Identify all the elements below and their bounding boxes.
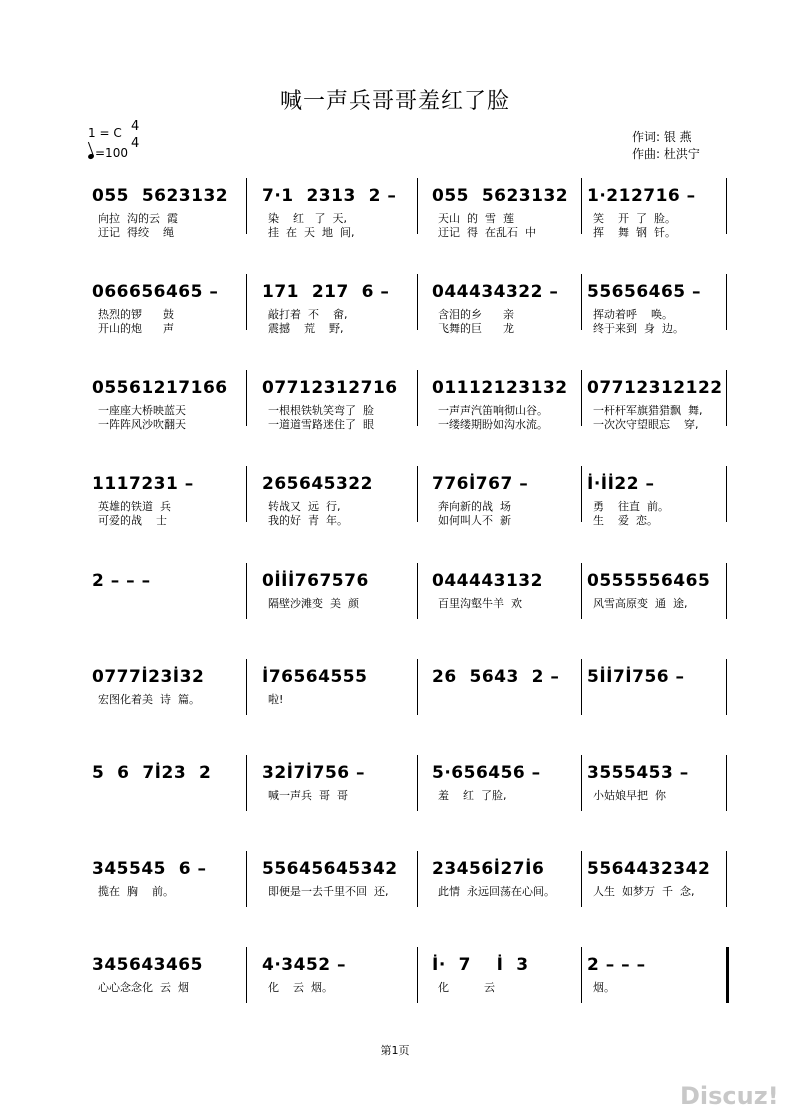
lyric-line: 我的好 青 年。 bbox=[268, 514, 348, 527]
bar-line bbox=[581, 563, 582, 619]
measure bbox=[92, 178, 242, 258]
bar-line bbox=[246, 563, 247, 619]
measure bbox=[587, 466, 727, 546]
score-system bbox=[0, 274, 790, 354]
lyric-line: 奔向新的战 场 bbox=[438, 500, 511, 513]
lyric-line: 天山 的 雪 莲 bbox=[438, 212, 514, 225]
bar-line bbox=[417, 755, 418, 811]
lyric-line: 英雄的铁道 兵 bbox=[98, 500, 171, 513]
lyric-line: 一道道雪路迷住了 眼 bbox=[268, 418, 374, 431]
lyric-line: 可爱的战 士 bbox=[98, 514, 167, 527]
lyric-line: 揽在 胸 前。 bbox=[98, 885, 174, 898]
lyric-line: 小姑娘早把 你 bbox=[593, 789, 666, 802]
bar-line bbox=[417, 466, 418, 522]
measure bbox=[92, 563, 242, 643]
lyric-line: 含泪的乡 亲 bbox=[438, 308, 514, 321]
bar-line bbox=[581, 178, 582, 234]
note-sequence: 345643465 bbox=[92, 955, 203, 975]
lyric-line: 羞 红 了脸, bbox=[438, 789, 507, 802]
lyric-line: 化 云 bbox=[438, 981, 495, 994]
lyricist-credit: 作词: 银 燕 bbox=[632, 130, 692, 144]
note-sequence: 2 – – – bbox=[587, 955, 646, 975]
measure bbox=[432, 466, 577, 546]
measure bbox=[432, 370, 577, 450]
measure bbox=[92, 755, 242, 835]
bar-line bbox=[246, 947, 247, 1003]
composer-credit: 作曲: 杜洪宁 bbox=[632, 147, 700, 161]
note-sequence: 23456İ27İ6 bbox=[432, 859, 545, 879]
measure bbox=[587, 563, 727, 643]
lyric-line: 即便是一去千里不回 还, bbox=[268, 885, 389, 898]
measure bbox=[432, 947, 577, 1027]
note-sequence: 5İİ7İ756 – bbox=[587, 667, 685, 687]
lyric-line: 一座座大桥映蓝天 bbox=[98, 404, 186, 417]
lyric-line: 此情 永远回荡在心间。 bbox=[438, 885, 555, 898]
bar-line bbox=[726, 178, 727, 234]
watermark: Discuz! bbox=[680, 1082, 779, 1110]
bar-line bbox=[246, 659, 247, 715]
note-sequence: 044434322 – bbox=[432, 282, 559, 302]
bar-line bbox=[417, 851, 418, 907]
note-sequence: 1·212716 – bbox=[587, 186, 696, 206]
score-system bbox=[0, 466, 790, 546]
note-sequence: 05561217166 bbox=[92, 378, 228, 398]
measure bbox=[92, 370, 242, 450]
lyric-line: 一阵阵风沙吹翻天 bbox=[98, 418, 186, 431]
lyric-line: 烟。 bbox=[593, 981, 615, 994]
tempo-marking bbox=[88, 146, 128, 160]
lyric-line: 一缕缕期盼如沟水流。 bbox=[438, 418, 548, 431]
measure bbox=[587, 659, 727, 739]
bar-line bbox=[246, 851, 247, 907]
lyric-line: 一声声汽笛响彻山谷。 bbox=[438, 404, 548, 417]
bar-line bbox=[246, 755, 247, 811]
measure bbox=[587, 851, 727, 931]
measure bbox=[262, 370, 422, 450]
lyric-line: 震撼 荒 野, bbox=[268, 322, 344, 335]
lyric-line: 敲打着 不 畲, bbox=[268, 308, 348, 321]
lyric-line: 如何叫人不 新 bbox=[438, 514, 511, 527]
lyric-line: 化 云 烟。 bbox=[268, 981, 333, 994]
note-sequence: İ·İİ22 – bbox=[587, 474, 655, 494]
lyric-line: 一次次守望眼忘 穿, bbox=[593, 418, 699, 431]
lyric-line: 生 爱 恋。 bbox=[593, 514, 658, 527]
measure bbox=[92, 466, 242, 546]
bar-line bbox=[417, 178, 418, 234]
lyric-line: 一根根铁轨笑弯了 脸 bbox=[268, 404, 374, 417]
bar-line bbox=[246, 370, 247, 426]
bar-line bbox=[581, 947, 582, 1003]
lyric-line: 啦! bbox=[268, 693, 284, 706]
time-signature bbox=[131, 118, 139, 152]
measure bbox=[432, 755, 577, 835]
tempo-value: =100 bbox=[95, 146, 128, 160]
bar-line bbox=[417, 370, 418, 426]
lyric-line: 向拉 沟的云 霞 bbox=[98, 212, 178, 225]
page-number: 第1页 bbox=[380, 1044, 410, 1057]
bar-line bbox=[726, 659, 727, 715]
measure bbox=[92, 851, 242, 931]
note-sequence: 07712312122 bbox=[587, 378, 723, 398]
score-system bbox=[0, 178, 790, 258]
lyric-line: 喊一声兵 哥 哥 bbox=[268, 789, 348, 802]
lyric-line: 隔壁沙滩变 美 颜 bbox=[268, 597, 359, 610]
lyric-line: 笑 开 了 脸。 bbox=[593, 212, 676, 225]
measure bbox=[587, 178, 727, 258]
note-sequence: 0555556465 bbox=[587, 571, 711, 591]
bar-line bbox=[726, 370, 727, 426]
measure bbox=[587, 274, 727, 354]
bar-line bbox=[726, 274, 727, 330]
measure bbox=[262, 659, 422, 739]
measure bbox=[432, 851, 577, 931]
note-sequence: 776İ767 – bbox=[432, 474, 529, 494]
note-sequence: 5 6 7İ23 2 bbox=[92, 763, 212, 783]
lyric-line: 风雪高原变 通 途, bbox=[593, 597, 688, 610]
measure bbox=[587, 755, 727, 835]
measure bbox=[432, 659, 577, 739]
lyric-line: 挥 舞 钢 钎。 bbox=[593, 226, 676, 239]
note-sequence: 32İ7İ756 – bbox=[262, 763, 366, 783]
measure bbox=[432, 274, 577, 354]
note-sequence: 55645645342 bbox=[262, 859, 398, 879]
note-sequence: 55656465 – bbox=[587, 282, 702, 302]
measure bbox=[587, 370, 727, 450]
bar-line bbox=[581, 755, 582, 811]
bar-line bbox=[246, 274, 247, 330]
measure bbox=[432, 178, 577, 258]
note-sequence: 265645322 bbox=[262, 474, 373, 494]
lyric-line: 勇 往直 前。 bbox=[593, 500, 669, 513]
bar-line bbox=[417, 563, 418, 619]
bar-line bbox=[581, 370, 582, 426]
measure bbox=[92, 274, 242, 354]
lyric-line: 挂 在 天 地 间, bbox=[268, 226, 355, 239]
score-system bbox=[0, 755, 790, 835]
lyric-line: 百里沟壑牛羊 欢 bbox=[438, 597, 522, 610]
lyric-line: 挥动着呼 唤。 bbox=[593, 308, 673, 321]
time-top: 4 bbox=[131, 119, 140, 134]
lyric-line: 热烈的锣 鼓 bbox=[98, 308, 174, 321]
note-sequence: 2 – – – bbox=[92, 571, 151, 591]
lyric-line: 迂记 得 在乱石 中 bbox=[438, 226, 536, 239]
bar-line bbox=[246, 466, 247, 522]
measure bbox=[92, 659, 242, 739]
note-sequence: 7·1 2313 2 – bbox=[262, 186, 397, 206]
bar-line bbox=[246, 178, 247, 234]
bar-line bbox=[581, 851, 582, 907]
bar-line bbox=[581, 659, 582, 715]
note-sequence: 5564432342 bbox=[587, 859, 711, 879]
note-sequence: İ76564555 bbox=[262, 667, 368, 687]
measure bbox=[262, 563, 422, 643]
score-system bbox=[0, 563, 790, 643]
song-title: 喊一声兵哥哥羞红了脸 bbox=[279, 89, 510, 114]
bar-line bbox=[581, 466, 582, 522]
note-sequence: 3555453 – bbox=[587, 763, 689, 783]
note-sequence: 066656465 – bbox=[92, 282, 219, 302]
note-sequence: 055 5623132 bbox=[92, 186, 229, 206]
note-sequence: 044443132 bbox=[432, 571, 543, 591]
note-sequence: 171 217 6 – bbox=[262, 282, 390, 302]
note-sequence: 0777İ23İ32 bbox=[92, 667, 205, 687]
measure bbox=[432, 563, 577, 643]
lyric-line: 人生 如梦万 千 念, bbox=[593, 885, 695, 898]
bar-line bbox=[726, 851, 727, 907]
score-system bbox=[0, 370, 790, 450]
bar-line bbox=[726, 563, 727, 619]
lyric-line: 心心念念化 云 烟 bbox=[98, 981, 189, 994]
lyric-line: 转战又 远 行, bbox=[268, 500, 341, 513]
score-system bbox=[0, 851, 790, 931]
score-system bbox=[0, 947, 790, 1027]
measure bbox=[262, 178, 422, 258]
lyric-line: 宏图化着美 诗 篇。 bbox=[98, 693, 200, 706]
note-sequence: 07712312716 bbox=[262, 378, 398, 398]
bar-line bbox=[417, 274, 418, 330]
bar-line bbox=[417, 659, 418, 715]
bar-line bbox=[726, 947, 729, 1003]
note-sequence: 055 5623132 bbox=[432, 186, 569, 206]
note-sequence: 26 5643 2 – bbox=[432, 667, 560, 687]
bar-line bbox=[417, 947, 418, 1003]
time-bottom: 4 bbox=[131, 136, 140, 151]
key-signature: 1 = C bbox=[88, 126, 122, 140]
measure bbox=[92, 947, 242, 1027]
score-system bbox=[0, 659, 790, 739]
lyric-line: 飞舞的巨 龙 bbox=[438, 322, 514, 335]
measure bbox=[587, 947, 727, 1027]
lyric-line: 终于来到 身 边。 bbox=[593, 322, 684, 335]
measure bbox=[262, 274, 422, 354]
lyric-line: 迂记 得绞 绳 bbox=[98, 226, 174, 239]
bar-line bbox=[581, 274, 582, 330]
bar-line bbox=[726, 755, 727, 811]
note-sequence: 345545 6 – bbox=[92, 859, 207, 879]
note-sequence: 4·3452 – bbox=[262, 955, 347, 975]
note-sequence: 0İİİ767576 bbox=[262, 571, 369, 591]
lyric-line: 一杆杆军旗猎猎飘 舞, bbox=[593, 404, 703, 417]
lyric-line: 染 红 了 天, bbox=[268, 212, 347, 225]
note-sequence: 01112123132 bbox=[432, 378, 568, 398]
measure bbox=[262, 851, 422, 931]
measure bbox=[262, 466, 422, 546]
quarter-note-icon bbox=[87, 153, 94, 160]
bar-line bbox=[726, 466, 727, 522]
note-sequence: 1117231 – bbox=[92, 474, 194, 494]
note-sequence: 5·656456 – bbox=[432, 763, 541, 783]
measure bbox=[262, 947, 422, 1027]
lyric-line: 开山的炮 声 bbox=[98, 322, 174, 335]
measure bbox=[262, 755, 422, 835]
note-sequence: İ· 7 İ 3 bbox=[432, 955, 529, 975]
